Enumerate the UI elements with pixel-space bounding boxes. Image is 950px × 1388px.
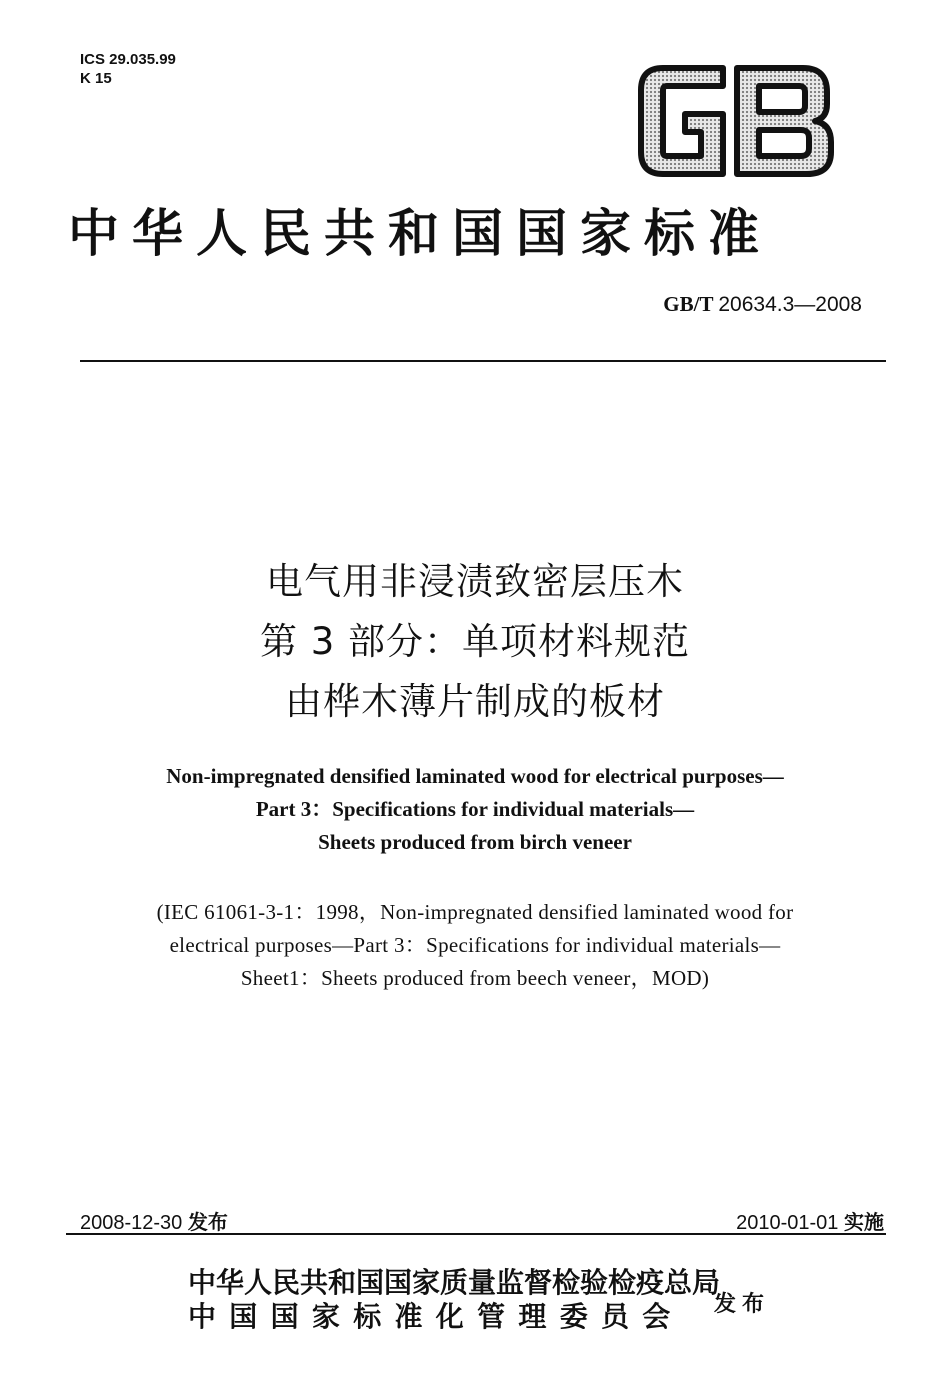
iec-reference-line-1: (IEC 61061-3-1：1998，Non-impregnated densified laminated wood for [156,900,794,924]
chinese-title [0,552,950,732]
iec-reference-line-3: Sheet1：Sheets produced from beech veneer，MOD) [240,966,710,990]
ccs-code: K 15 [80,70,112,87]
issuing-authorities [188,1266,720,1334]
english-title-line-3: Sheets produced from birch veneer [318,830,632,854]
english-title-line-2: Part 3：Specifications for individual materials— [255,797,695,821]
header-divider [80,360,886,362]
standard-number-value: 20634.3—2008 [718,293,862,316]
footer-divider [66,1233,886,1235]
standard-number [663,292,862,317]
english-title-line-1: Non-impregnated densified laminated wood for electrical purposes— [166,764,784,788]
publish-date-value: 2008-12-30 [80,1212,183,1234]
issuer-line-1: 中华人民共和国国家质量监督检验检疫总局 [188,1266,721,1299]
chinese-title-line-1: 电气用非浸渍致密层压木 [266,560,684,603]
ics-code: ICS 29.035.99 [80,51,176,68]
chinese-title-line-3: 由桦木薄片制成的板材 [285,680,665,723]
national-standard-title: 中华人民共和国国家标准 [68,204,773,264]
implement-date-value: 2010-01-01 [736,1212,839,1234]
issuer-line-2: 中国国家标准化管理委员会 [188,1300,684,1333]
english-title [0,760,950,859]
publish-date [80,1206,228,1235]
standard-prefix: GB/T [663,292,714,316]
ics-classification [80,50,176,88]
iec-reference-line-2: electrical purposes—Part 3：Specifications for individual materials— [169,933,781,957]
issue-word: 发布 [714,1292,771,1317]
implement-label: 实施 [844,1210,884,1234]
publish-label: 发布 [187,1210,228,1234]
chinese-title-line-2: 第 3 部分：单项材料规范 [259,620,691,663]
implement-date [736,1206,884,1235]
iec-reference [0,896,950,995]
gb-logo [637,62,837,180]
